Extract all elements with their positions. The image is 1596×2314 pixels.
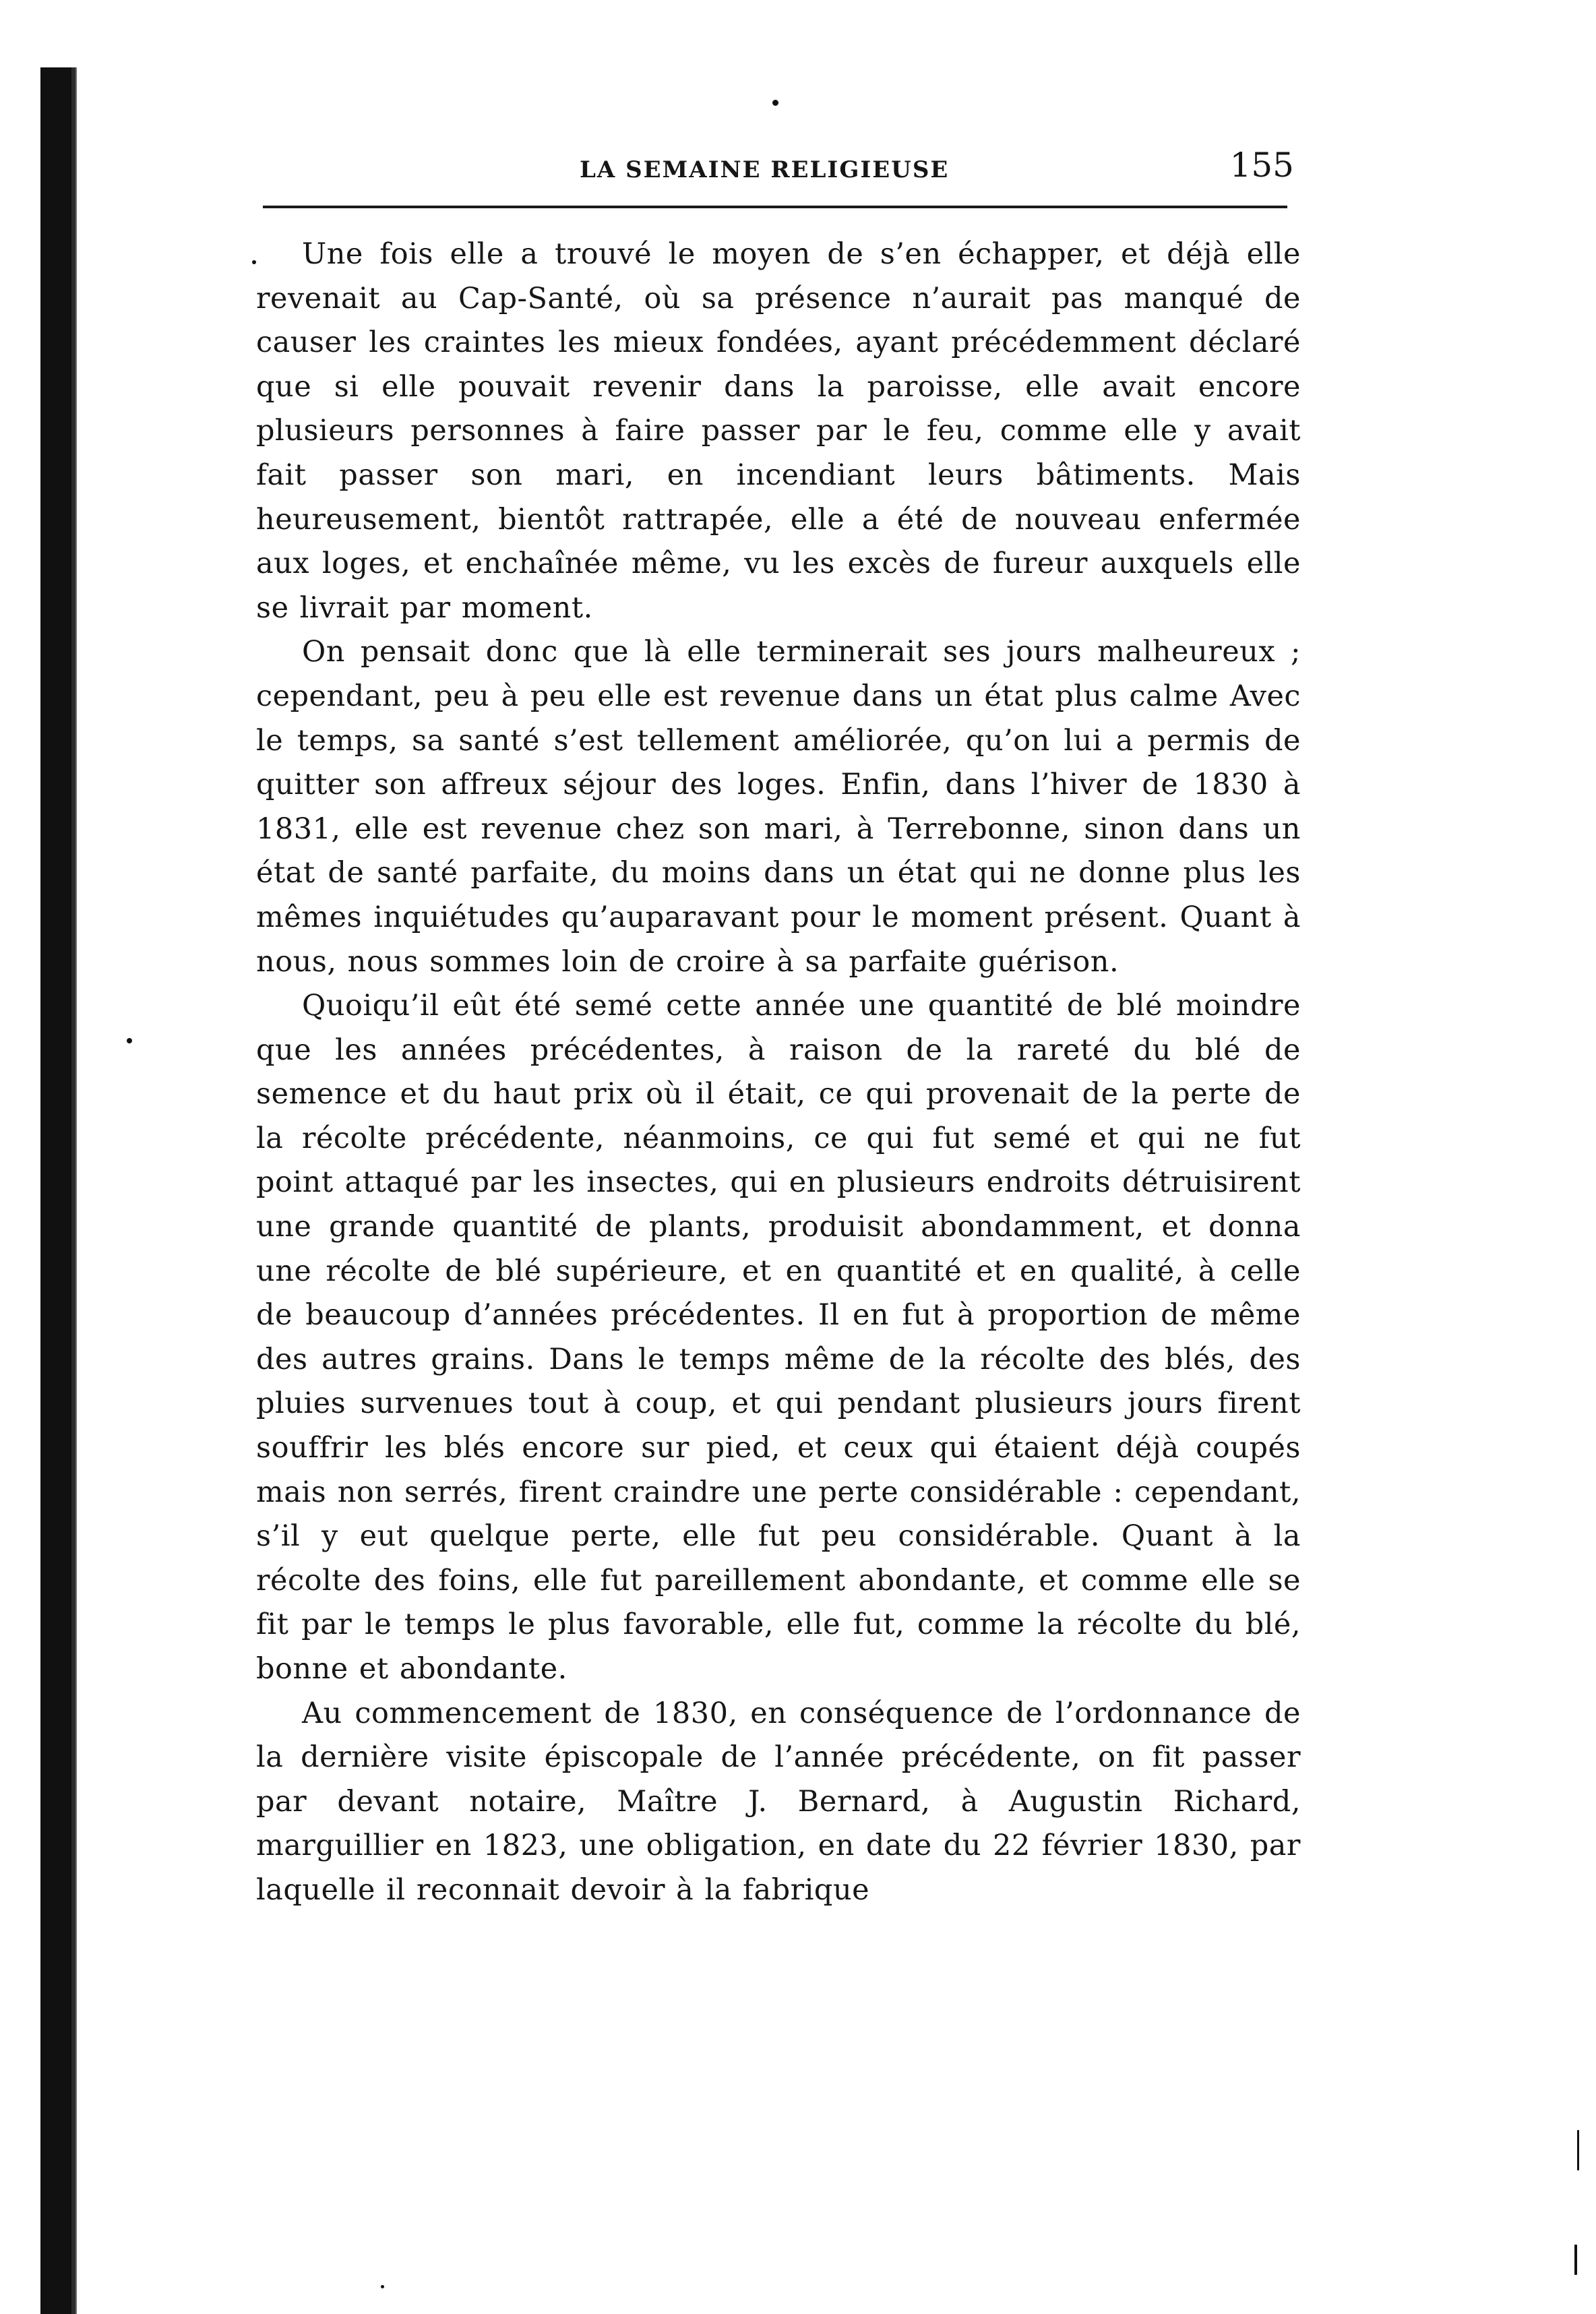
paragraph-1: Une fois elle a trouvé le moyen de s’en échapper, et déjà elle revenait au Cap-Santé, où sa présence n’aurait pas manqué de causer les craintes les mieux fondées, ayant précédemment déclaré que si elle pouvait revenir dans la paroisse, elle avait encore plusieurs personnes à faire passer par le feu, comme elle y avait fait passer son mari, en incendiant leurs bâtiments. Mais heureusement, bientôt rattrapée, elle a été de nouveau enfermée aux loges, et enchaînée même, vu les excès de fureur auxquels elle se livrait par moment. bbox=[256, 237, 1301, 625]
header-rule bbox=[263, 206, 1287, 208]
body-text bbox=[256, 233, 1301, 1913]
ink-speck bbox=[1574, 2245, 1577, 2275]
paragraph-2: On pensait donc que là elle terminerait ses jours malheureux ; cependant, peu à peu elle est revenue dans un état plus calme Avec le temps, sa santé s’est tellement améliorée, qu’on lui a permis de quitter son affreux séjour des loges. Enfin, dans l’hiver de 1830 à 1831, elle est revenue chez son mari, à Terrebonne, sinon dans un état de santé parfaite, du moins dans un état qui ne donne plus les mêmes inquiétudes qu’auparavant pour le moment présent. Quant à nous, nous sommes loin de croire à sa parfaite guérison. bbox=[256, 635, 1301, 979]
running-head: LA SEMAINE RELIGIEUSE bbox=[580, 156, 950, 183]
binding-shadow bbox=[40, 67, 75, 2314]
ink-speck bbox=[772, 100, 778, 106]
ink-speck bbox=[1577, 2130, 1579, 2170]
page-header bbox=[263, 148, 1301, 202]
paragraph-3: Quoiqu’il eût été semé cette année une quantité de blé moindre que les années précédentes, à raison de la rareté du blé de semence et du haut prix où il était, ce qui provenait de la perte de la récolte précédente, néanmoins, ce qui fut semé et qui ne fut point attaqué par les insectes, qui en plusieurs endroits détruisirent une grande quantité de plants, produisit abondamment, et donna une récolte de blé supérieure, et en quantité et en qualité, à celle de beaucoup d’années précédentes. Il en fut à proportion de même des autres grains. Dans le temps même de la récolte des blés, des pluies survenues tout à coup, et qui pendant plusieurs jours firent souffrir les blés encore sur pied, et ceux qui étaient déjà coupés mais non serrés, firent craindre une perte considérable : cependant, s’il y eut quelque perte, elle fut peu considérable. Quant à la récolte des foins, elle fut pareillement abondante, et comme elle se fit par le temps le plus favorable, elle fut, comme la récolte du blé, bonne et abondante. bbox=[256, 989, 1301, 1686]
paragraph-4: Au commencement de 1830, en conséquence de l’ordonnance de la dernière visite épiscopale de l’année précédente, on fit passer par devant notaire, Maître J. Bernard, à Augustin Richard, marguillier en 1823, une obligation, en date du 22 février 1830, par laquelle il reconnait devoir à la fabrique bbox=[256, 1696, 1301, 1907]
page-number: 155 bbox=[1229, 146, 1294, 185]
ink-speck bbox=[127, 1038, 132, 1043]
ink-speck bbox=[252, 260, 256, 264]
ink-speck bbox=[381, 2285, 384, 2288]
